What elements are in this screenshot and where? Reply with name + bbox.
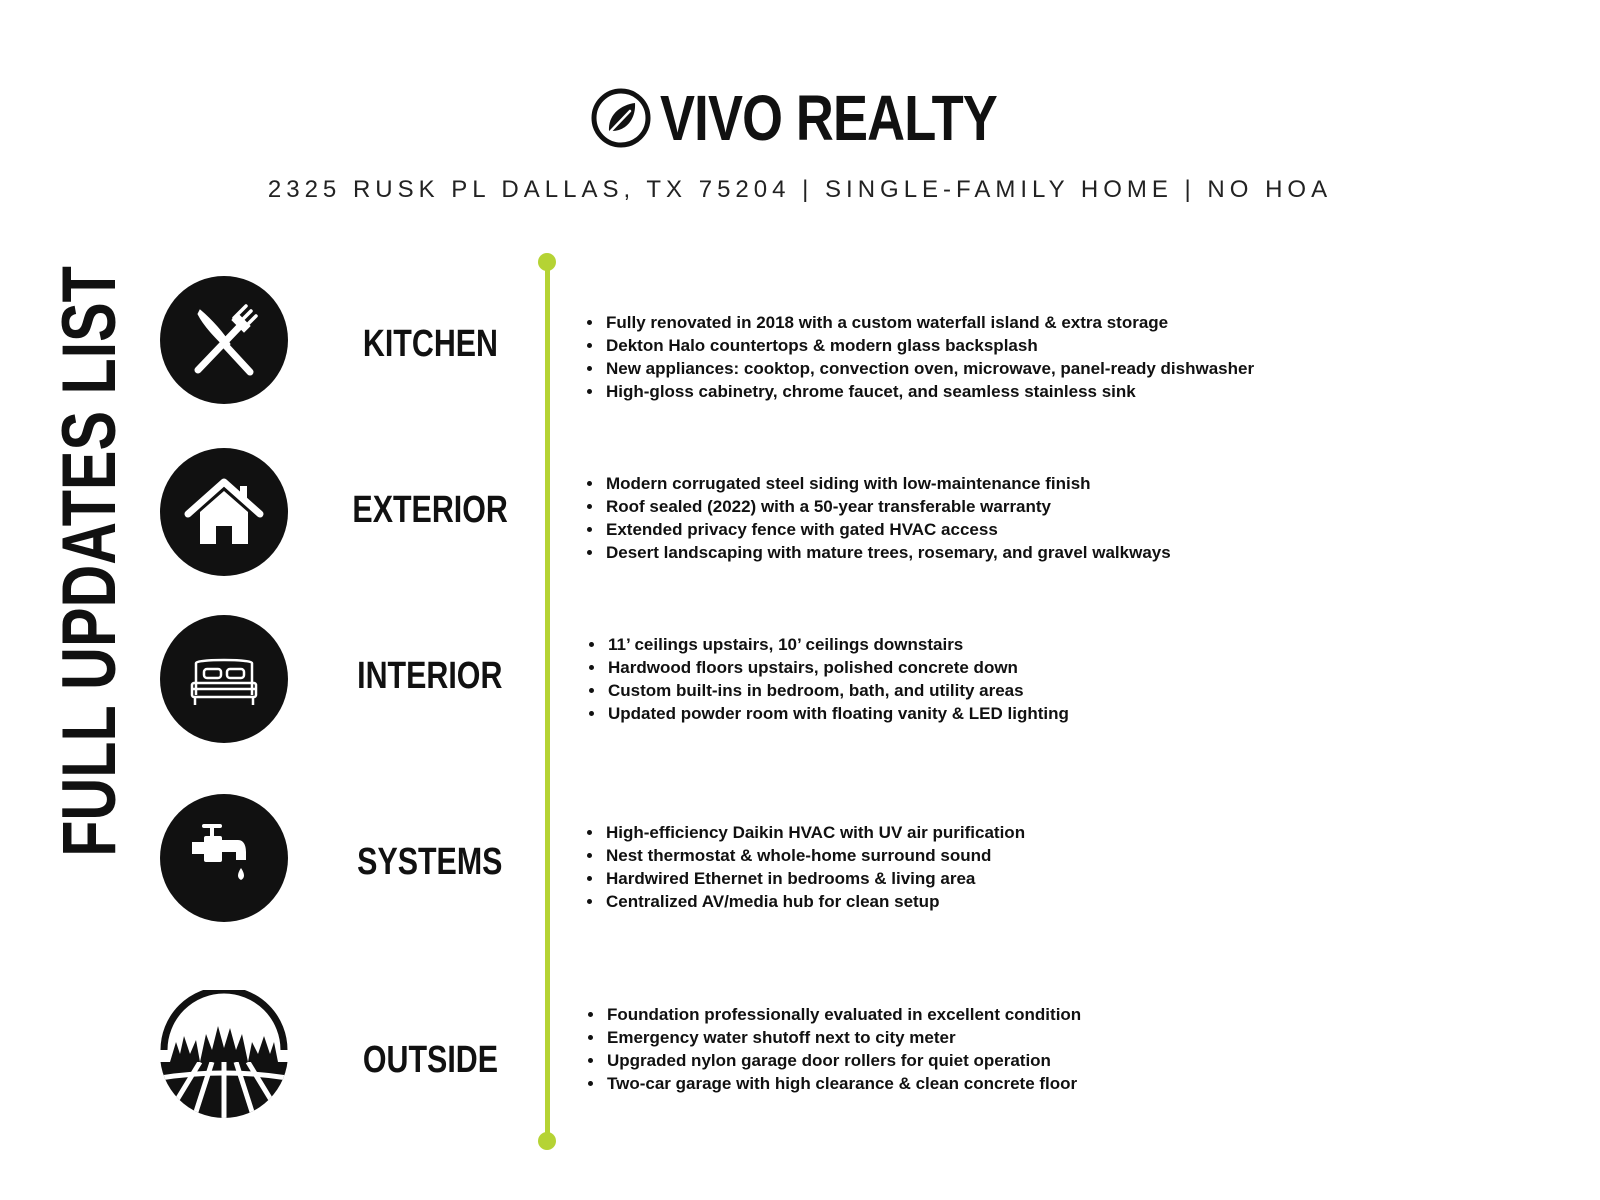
timeline-line <box>545 262 550 1142</box>
section-label-systems: SYSTEMS <box>357 841 503 883</box>
list-item: • Upgraded nylon garage door rollers for quiet operation <box>605 1049 1081 1072</box>
list-item: • Modern corrugated steel siding with low-maintenance finish <box>604 472 1171 495</box>
list-item: • Roof sealed (2022) with a 50-year transferable warranty <box>604 495 1171 518</box>
fork-knife-icon <box>160 276 288 404</box>
section-label-kitchen: KITCHEN <box>362 323 498 365</box>
page-title-text: FULL UPDATES LIST <box>47 266 132 857</box>
timeline-dot-bottom <box>538 1132 556 1150</box>
list-item: • Hardwood floors upstairs, polished concrete down <box>606 656 1069 679</box>
list-item: • High-efficiency Daikin HVAC with UV air purification <box>604 821 1025 844</box>
list-item: • Extended privacy fence with gated HVAC access <box>604 518 1171 541</box>
section-label-interior: INTERIOR <box>357 655 503 697</box>
list-item: • Custom built-ins in bedroom, bath, and utility areas <box>606 679 1069 702</box>
section-label-outside: OUTSIDE <box>362 1039 498 1081</box>
list-item: • Nest thermostat & whole-home surround sound <box>604 844 1025 867</box>
brand-logo <box>0 82 1600 154</box>
property-address: 2325 RUSK PL DALLAS, TX 75204 | SINGLE-FAMILY HOME | NO HOA <box>267 176 1333 203</box>
list-item: • High-gloss cabinetry, chrome faucet, and seamless stainless sink <box>604 380 1254 403</box>
outside-list <box>587 1003 1081 1095</box>
section-label-exterior: EXTERIOR <box>352 489 508 531</box>
bed-icon <box>160 615 288 743</box>
list-item: • Two-car garage with high clearance & clean concrete floor <box>605 1072 1081 1095</box>
list-item: • Desert landscaping with mature trees, rosemary, and gravel walkways <box>604 541 1171 564</box>
systems-list <box>586 821 1025 913</box>
list-item: • New appliances: cooktop, convection oven, microwave, panel-ready dishwasher <box>604 357 1254 380</box>
house-icon <box>160 448 288 576</box>
list-item: • Foundation professionally evaluated in excellent condition <box>605 1003 1081 1026</box>
interior-list <box>588 633 1069 725</box>
timeline-dot-top <box>538 253 556 271</box>
faucet-icon <box>160 794 288 922</box>
brand-name: VIVO REALTY <box>659 82 997 154</box>
leaf-circle-icon <box>590 87 652 149</box>
exterior-list <box>586 472 1171 564</box>
list-item: • Hardwired Ethernet in bedrooms & living area <box>604 867 1025 890</box>
list-item: • Emergency water shutoff next to city meter <box>605 1026 1081 1049</box>
list-item: • Centralized AV/media hub for clean setup <box>604 890 1025 913</box>
field-landscape-icon <box>160 990 288 1118</box>
list-item: • Updated powder room with floating vanity & LED lighting <box>606 702 1069 725</box>
page-title <box>47 266 132 940</box>
list-item: • 11’ ceilings upstairs, 10’ ceilings downstairs <box>606 633 1069 656</box>
list-item: • Fully renovated in 2018 with a custom waterfall island & extra storage <box>604 311 1254 334</box>
list-item: • Dekton Halo countertops & modern glass backsplash <box>604 334 1254 357</box>
kitchen-list <box>586 311 1254 403</box>
